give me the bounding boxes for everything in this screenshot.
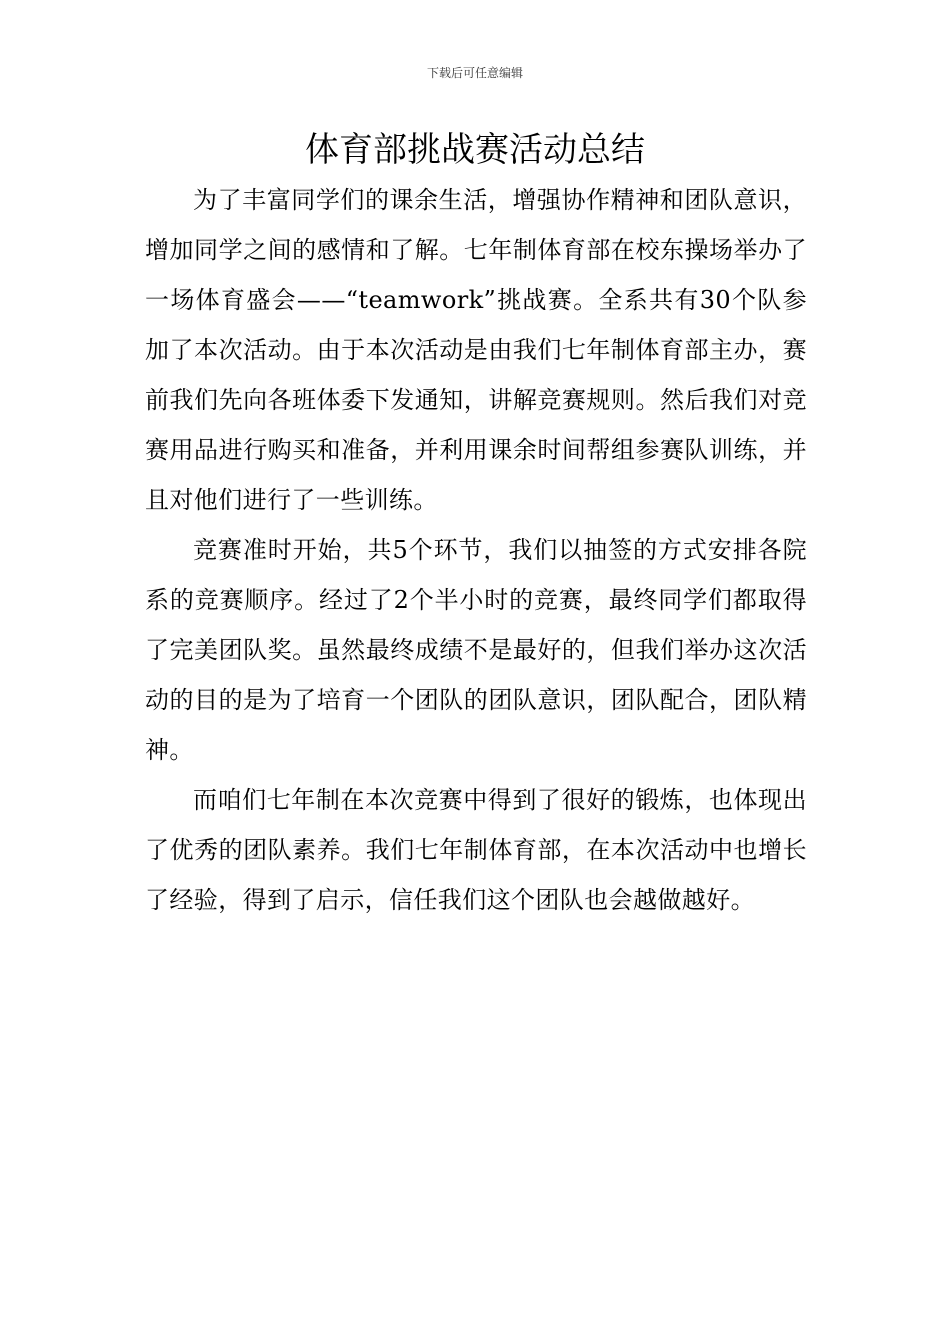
page-title: 体育部挑战赛活动总结 bbox=[305, 130, 645, 170]
paragraph-1: 为了丰富同学们的课余生活，增强协作精神和团队意识，增加同学之间的感情和了解。七年制体育部在校东操场举办了一场体育盛会——“teamwork”挑战赛。全系共有30个队参加了本次活动。由于本次活动是由我们七年制体育部主办，赛前我们先向各班体委下发通知，讲解竞赛规则。然后我们对竞赛用品进行购买和准备，并利用课余时间帮组参赛队训练，并且对他们进行了一些训练。 bbox=[145, 186, 807, 514]
paragraph-2: 竞赛准时开始，共5个环节，我们以抽签的方式安排各院系的竞赛顺序。经过了2个半小时的竞赛，最终同学们都取得了完美团队奖。虽然最终成绩不是最好的，但我们举办这次活动的目的是为了培育一个团队的团队意识，团队配合，团队精神。 bbox=[145, 536, 807, 764]
document-body bbox=[145, 175, 807, 925]
paragraph-3: 而咱们七年制在本次竞赛中得到了很好的锻炼，也体现出了优秀的团队素养。我们七年制体育部，在本次活动中也增长了经验，得到了启示，信任我们这个团队也会越做越好。 bbox=[145, 786, 807, 914]
header-note: 下载后可任意编辑 bbox=[426, 66, 523, 80]
